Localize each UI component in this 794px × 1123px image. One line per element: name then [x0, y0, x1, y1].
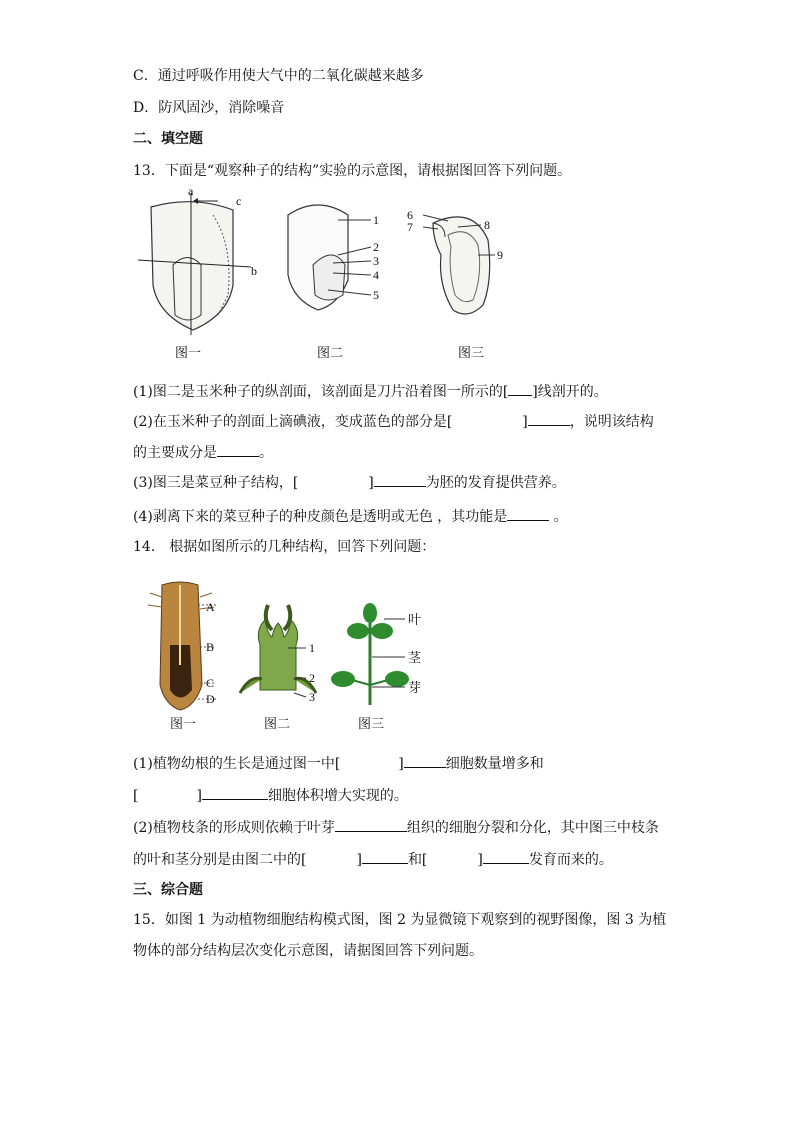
caption-14-fig3: 图三 — [358, 716, 385, 731]
label-7: 7 — [407, 220, 413, 234]
corn-section-figure — [288, 205, 379, 310]
label-c: c — [236, 194, 242, 208]
caption-fig2: 图二 — [317, 345, 344, 360]
caption-fig3: 图三 — [458, 345, 485, 360]
q13-part2-cont: 的主要成分是 。 — [133, 442, 273, 463]
answer-blank[interactable] — [374, 472, 426, 487]
q13-part3: (3)图三是菜豆种子结构，[ ] 为胚的发育提供营养。 — [133, 472, 566, 493]
section-comprehensive: 三、综合题 — [133, 882, 203, 898]
label-n1: 1 — [309, 641, 315, 655]
caption-fig1: 图一 — [175, 345, 202, 360]
answer-blank[interactable] — [335, 817, 407, 832]
label-1: 1 — [373, 213, 379, 227]
bean-seed-figure — [407, 208, 503, 314]
label-D: D — [206, 692, 215, 706]
q14-part1: (1)植物幼根的生长是通过图一中[ ] 细胞数量增多和 — [133, 753, 544, 774]
q13-part4: (4)剥离下来的菜豆种子的种皮颜色是透明或无色 ，其功能是 。 — [133, 506, 568, 527]
branch-figure — [331, 603, 422, 705]
label-2: 2 — [373, 240, 379, 254]
answer-blank[interactable] — [362, 849, 408, 864]
section-fill-in: 二、填空题 — [133, 131, 203, 147]
answer-blank[interactable] — [507, 506, 549, 521]
answer-blank[interactable] — [217, 442, 259, 457]
label-bud: 芽 — [408, 680, 422, 695]
label-stem: 茎 — [408, 650, 422, 665]
label-3: 3 — [373, 254, 379, 268]
label-4: 4 — [373, 268, 379, 282]
answer-blank[interactable] — [404, 753, 446, 768]
label-6: 6 — [407, 208, 413, 222]
question-15: 15．如图 1 为动植物细胞结构模式图，图 2 为显微镜下观察到的视野图像，图 3 为植 — [133, 912, 667, 928]
option-c: C．通过呼吸作用使大气中的二氧化碳越来越多 — [133, 68, 424, 84]
label-5: 5 — [373, 288, 379, 302]
caption-14-fig1: 图一 — [170, 716, 197, 731]
answer-blank[interactable] — [202, 785, 268, 800]
answer-blank[interactable] — [508, 381, 532, 396]
label-C: C — [206, 676, 215, 690]
label-a: a — [188, 185, 194, 198]
label-b: b — [251, 264, 257, 278]
question-13: 13．下面是“观察种子的结构”实验的示意图，请根据图回答下列问题。 — [133, 163, 572, 179]
label-n2: 2 — [309, 671, 315, 685]
root-tip-figure — [148, 582, 216, 710]
question-15-cont: 物体的部分结构层次变化示意图，请据图回答下列问题。 — [133, 943, 483, 959]
q14-part2-cont: 的叶和茎分别是由图二中的[ ] 和[ ] 发育而来的。 — [133, 849, 613, 870]
label-leaf: 叶 — [408, 612, 422, 627]
q13-figures — [133, 185, 533, 365]
label-9: 9 — [497, 248, 503, 262]
label-8: 8 — [484, 218, 490, 232]
q13-part2: (2)在玉米种子的剖面上滴碘液，变成蓝色的部分是[ ] ，说明该结构 — [133, 411, 654, 432]
q14-part1-cont: [ ] 细胞体积增大实现的。 — [133, 785, 408, 806]
answer-blank[interactable] — [483, 849, 529, 864]
option-d: D．防风固沙，消除噪音 — [133, 100, 285, 116]
answer-blank[interactable] — [528, 411, 570, 426]
question-14: 14． 根据如图所示的几种结构，回答下列问题： — [133, 539, 436, 555]
leaf-bud-figure — [240, 605, 316, 704]
caption-14-fig2: 图二 — [264, 716, 291, 731]
label-A: A — [206, 600, 215, 614]
q13-part1: (1)图二是玉米种子的纵剖面，该剖面是刀片沿着图一所示的[ ]线剖开的。 — [133, 381, 608, 402]
q14-figures — [140, 575, 440, 735]
q14-part2: (2)植物枝条的形成则依赖于叶芽 组织的细胞分裂和分化，其中图三中枝条 — [133, 817, 659, 838]
label-n3: 3 — [309, 690, 315, 704]
corn-seed-figure — [138, 185, 257, 335]
label-B: B — [206, 640, 215, 654]
